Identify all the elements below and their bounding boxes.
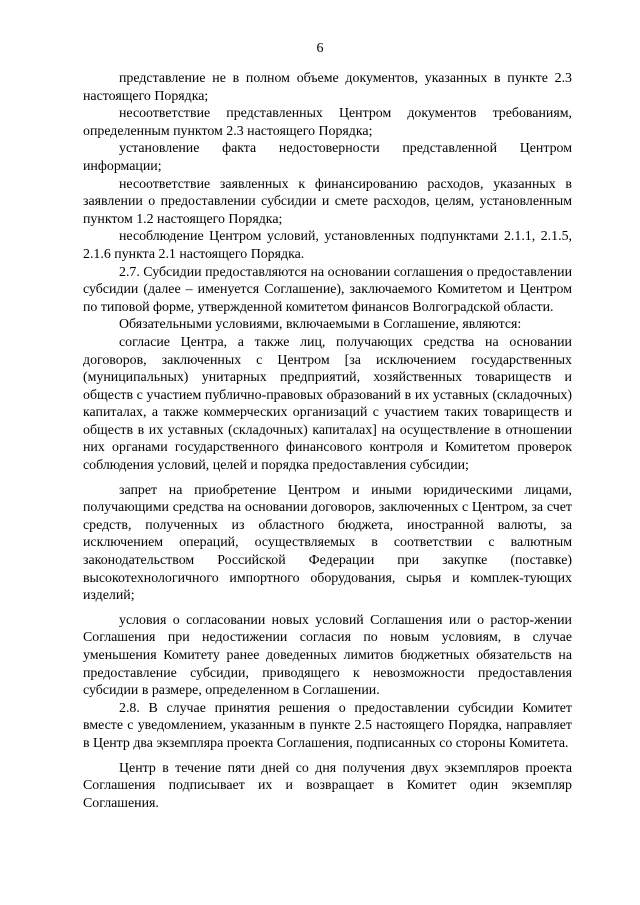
paragraph-conditions-noncompliance: несоблюдение Центром условий, установленных подпунктами 2.1.1, 2.1.5, 2.1.6 пункта 2.1 настоящего Порядка. <box>83 229 572 262</box>
paragraph-expenses-mismatch: несоответствие заявленных к финансированию расходов, указанных в заявлении о предоставлении субсидии и смете расходов, целям, установленным пунктом 1.2 настоящего Порядка; <box>83 176 572 227</box>
paragraph-agreement-termination: условия о согласовании новых условий Соглашения или о растор-жении Соглашения при недостижении согласия по новым условиям, в случае уменьшения Комитету ранее доведенных лимитов бюджетных обязательств на предоставление субсидии, приводящего к невозможности предоставления субсидии в размере, определенном в Соглашении. <box>83 612 572 699</box>
document-body <box>83 70 572 812</box>
paragraph-section-2-8: 2.8. В случае принятия решения о предоставлении субсидии Комитет вместе с уведомлением, указанным в пункте 2.5 настоящего Порядка, направляет в Центр два экземпляра проекта Соглашения, подписанных со стороны Комитета. <box>83 700 572 751</box>
page-number: 6 <box>316 41 324 56</box>
paragraph-signing-deadline: Центр в течение пяти дней со дня получения двух экземпляров проекта Соглашения подписывает их и возвращает в Комитет один экземпляр Соглашения. <box>83 760 572 811</box>
paragraph-documents-mismatch: несоответствие представленных Центром документов требованиям, определенным пунктом 2.3 настоящего Порядка; <box>83 106 572 139</box>
paragraph-incomplete-documents: представление не в полном объеме документов, указанных в пункте 2.3 настоящего Порядка; <box>83 71 572 104</box>
paragraph-consent-to-audits: согласие Центра, а также лиц, получающих средства на основании договоров, заключенных с Центром [за исключением государственных (муниципальных) унитарных предприятий, хозяйственных товариществ и обществ с участием публично-правовых образований в их уставных (складочных) капиталах, а также коммерческих организаций с участием таких товариществ и обществ в их уставных (складочных) капиталах] на осуществление в отношении них органами государственного финансового контроля и Комитетом проверок соблюдения условий, целей и порядка предоставления субсидии; <box>83 334 572 474</box>
paragraph-mandatory-conditions-intro: Обязательными условиями, включаемыми в Соглашение, являются: <box>119 317 522 333</box>
paragraph-foreign-currency-ban: запрет на приобретение Центром и иными юридическими лицами, получающими средства на основании договоров, заключенных с Центром, за счет средств, полученных из областного бюджета, иностранной валюты, за исключением операций, осуществляемых в соответствии с валютным законодательством Российской Федерации при закупке (поставке) высокотехнологичного импортного оборудования, сырья и комплек-тующих изделий; <box>83 482 572 604</box>
paragraph-unreliable-information: установление факта недостоверности представленной Центром информации; <box>83 141 572 174</box>
paragraph-section-2-7: 2.7. Субсидии предоставляются на основании соглашения о предоставлении субсидии (далее – именуется Соглашение), заключаемого Комитетом и Центром по типовой форме, утвержденной комитетом финансов Волгоградской области. <box>83 264 573 315</box>
